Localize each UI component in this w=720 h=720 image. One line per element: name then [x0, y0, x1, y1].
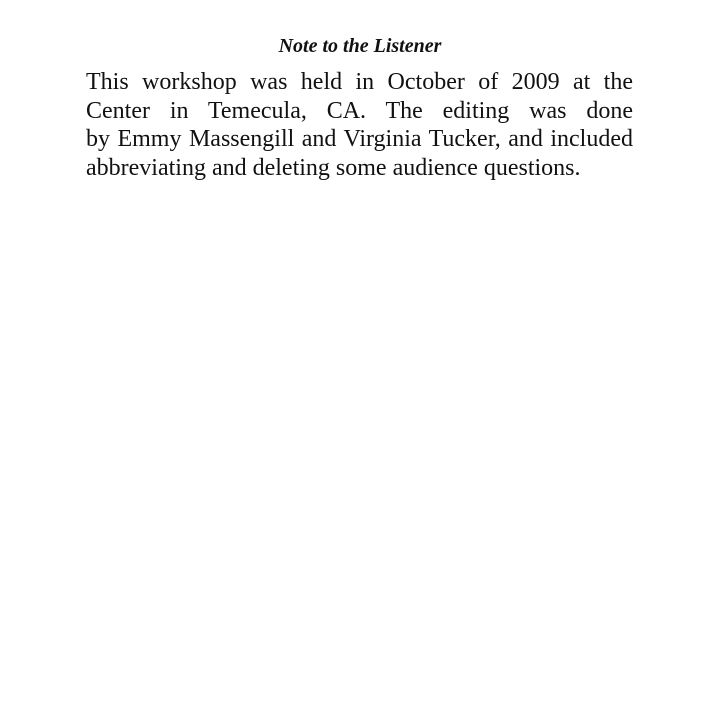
note-heading: Note to the Listener: [278, 35, 442, 57]
paragraph-line-3: by Emmy Massengill and Virginia Tucker, and included: [86, 126, 633, 152]
paragraph-line-2: Center in Temecula, CA. The editing was done: [86, 97, 633, 124]
paragraph-line-1: This workshop was held in October of 2009 at the: [86, 69, 633, 95]
note-paragraph: [86, 68, 633, 182]
paragraph-line-4: abbreviating and deleting some audience questions.: [86, 154, 581, 181]
